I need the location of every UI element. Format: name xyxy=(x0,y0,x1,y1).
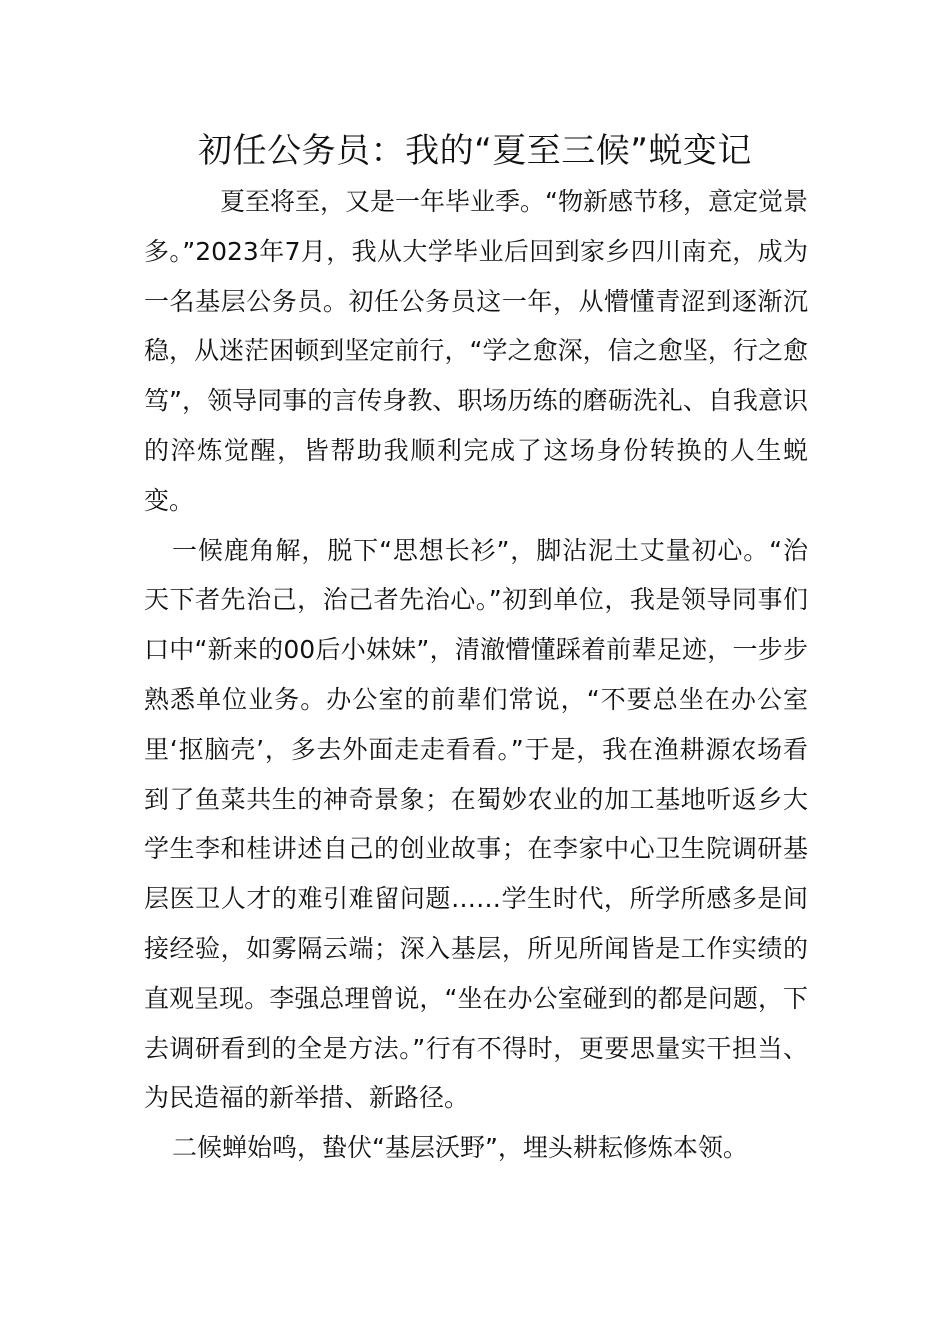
document-body xyxy=(144,177,808,1173)
paragraph-first-hou: 一候鹿角解，脱下“思想长衫”，脚沾泥土丈量初心。“治天下者先治己，治己者先治心。”初到单位，我是领导同事们口中“新来的00后小妹妹”，清澈懵懂踩着前辈足迹，一步步熟悉单位业务。办公室的前辈们常说，“不要总坐在办公室里‘抠脑壳’，多去外面走走看看。”于是，我在渔耕源农场看到了鱼菜共生的神奇景象；在蜀妙农业的加工基地听返乡大学生李和桂讲述自己的创业故事；在李家中心卫生院调研基层医卫人才的难引难留问题……学生时代，所学所感多是间接经验，如雾隔云端；深入基层，所见所闻皆是工作实绩的直观呈现。李强总理曾说，“坐在办公室碰到的都是问题，下去调研看到的全是方法。”行有不得时，更要思量实干担当、为民造福的新举措、新路径。 xyxy=(144,535,808,1113)
paragraph-intro: 夏至将至，又是一年毕业季。“物新感节移，意定觉景多。”2023年7月，我从大学毕业后回到家乡四川南充，成为一名基层公务员。初任公务员这一年，从懵懂青涩到逐渐沉稳，从迷茫困顿到坚定前行，“学之愈深，信之愈坚，行之愈笃”，领导同事的言传身教、职场历练的磨砺洗礼、自我意识的淬炼觉醒，皆帮助我顺利完成了这场身份转换的人生蜕变。 xyxy=(144,187,808,515)
document-title: 初任公务员：我的“夏至三候”蜕变记 xyxy=(198,131,752,171)
paragraph-second-hou: 二候蝉始鸣，蛰伏“基层沃野”，埋头耕耘修炼本领。 xyxy=(172,1133,748,1163)
